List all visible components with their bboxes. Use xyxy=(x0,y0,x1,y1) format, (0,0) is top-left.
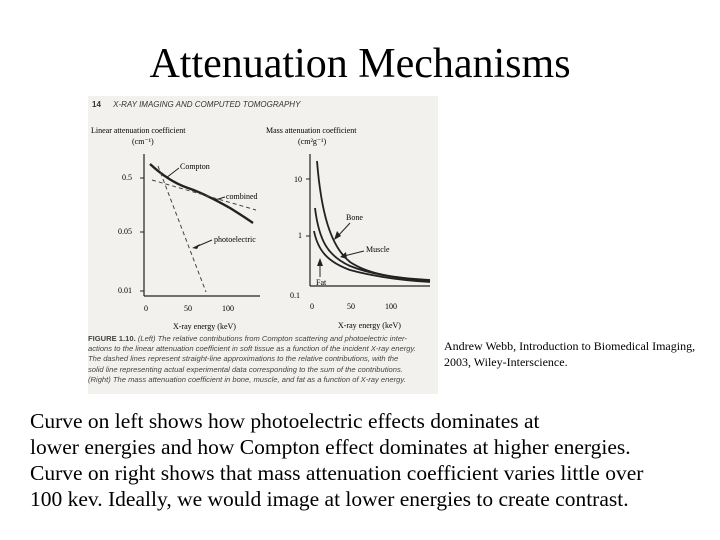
right-xtick-label: 50 xyxy=(347,302,355,311)
compton-pointer xyxy=(166,168,179,178)
caption-line: (Left) The relative contributions from Compton scattering and photoelectric inter- xyxy=(137,334,407,343)
left-xlabel: X-ray energy (keV) xyxy=(173,322,236,331)
left-xtick-label: 50 xyxy=(184,304,192,313)
photoelectric-arrowhead xyxy=(192,244,200,249)
figure-caption xyxy=(88,334,438,385)
muscle-pointer xyxy=(344,251,364,256)
muscle-label: Muscle xyxy=(366,245,390,254)
compton-label: Compton xyxy=(180,162,210,171)
source-citation: Andrew Webb, Introduction to Biomedical Imaging, 2003, Wiley-Interscience. xyxy=(444,339,696,369)
left-ytick-label: 0.5 xyxy=(122,173,132,182)
left-plot xyxy=(91,126,260,331)
photoelectric-label: photoelectric xyxy=(214,235,256,244)
left-ylabel-line1: Linear attenuation coefficient xyxy=(91,126,186,135)
bone-arrowhead xyxy=(334,231,341,240)
fat-label: Fat xyxy=(316,278,327,287)
body-line: Curve on right shows that mass attenuation coefficient varies little over xyxy=(30,461,644,485)
slide-title: Attenuation Mechanisms xyxy=(149,41,571,87)
left-xtick-label: 0 xyxy=(144,304,148,313)
caption-line: The dashed lines represent straight-line approximations to the relative contributions, with the xyxy=(88,354,399,364)
right-ytick-label: 1 xyxy=(298,231,302,240)
photoelectric-pointer xyxy=(198,240,212,246)
figure-running-header: X-RAY IMAGING AND COMPUTED TOMOGRAPHY xyxy=(113,100,301,109)
caption-figure-label: FIGURE 1.10. xyxy=(88,334,136,343)
fat-curve xyxy=(314,231,430,282)
bone-label: Bone xyxy=(346,213,363,222)
right-xlabel: X-ray energy (keV) xyxy=(338,321,401,330)
caption-line: actions to the linear attenuation coefficient in soft tissue as a function of the incident X-ray energy. xyxy=(88,344,416,354)
body-line: lower energies and how Compton effect dominates at higher energies. xyxy=(30,435,631,459)
right-ylabel-line1: Mass attenuation coefficient xyxy=(266,126,357,135)
left-ytick-label: 0.05 xyxy=(118,227,132,236)
right-ytick-label: 10 xyxy=(294,175,302,184)
figure-page-number: 14 xyxy=(92,100,101,109)
left-ylabel-line2: (cm⁻¹) xyxy=(132,137,154,146)
right-ytick-label: 0.1 xyxy=(290,291,300,300)
combined-label: combined xyxy=(226,192,258,201)
left-xtick-label: 100 xyxy=(222,304,234,313)
right-ylabel-line2: (cm²g⁻¹) xyxy=(298,137,327,146)
right-xtick-label: 0 xyxy=(310,302,314,311)
body-line: 100 kev. Ideally, we would image at lower energies to create contrast. xyxy=(30,487,629,511)
right-plot xyxy=(266,126,430,330)
body-text xyxy=(30,408,720,512)
left-ytick-label: 0.01 xyxy=(118,286,132,295)
caption-line: solid line representing actual experimental data corresponding to the sum of the contributions. xyxy=(88,364,403,374)
scanned-figure xyxy=(88,96,438,394)
right-xtick-label: 100 xyxy=(385,302,397,311)
fat-arrowhead xyxy=(317,258,323,266)
bone-pointer xyxy=(338,223,350,236)
caption-line: (Right) The mass attenuation coefficient in bone, muscle, and fat as a function of X-ray energy. xyxy=(88,374,406,384)
body-line: Curve on left shows how photoelectric effects dominates at xyxy=(30,409,540,433)
